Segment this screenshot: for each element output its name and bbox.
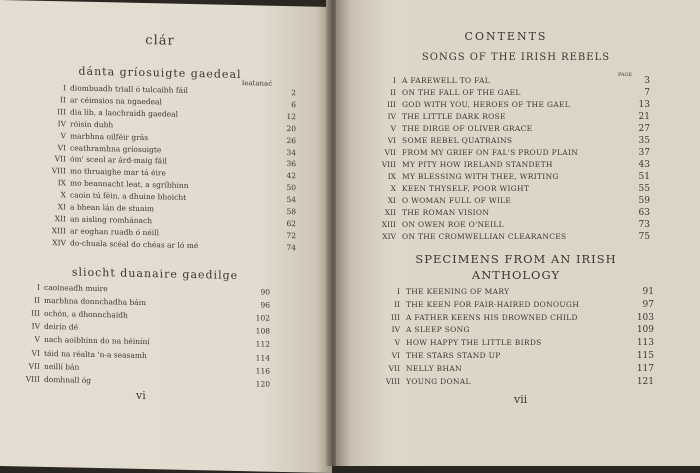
- toc-entry-title: THE ROMAN VISION: [402, 208, 490, 217]
- toc-entry-number: I: [393, 76, 396, 85]
- toc-entry-page: 113: [636, 338, 654, 349]
- toc-entry-number: X: [390, 184, 396, 193]
- toc-entry-title: A SLEEP SONG: [406, 325, 470, 335]
- toc-entry-title: MY PITY HOW IRELAND STANDETH: [402, 160, 553, 169]
- toc-entry-page: 108: [255, 326, 270, 336]
- toc-entry-title: ar eoghan ruadh ó néill: [70, 226, 159, 238]
- right-section1-list: [372, 76, 672, 251]
- toc-entry: [372, 136, 672, 148]
- toc-entry-title: MY BLESSING WITH THEE, WRITING: [402, 172, 559, 181]
- toc-entry-number: IX: [57, 178, 66, 188]
- toc-entry-number: VIII: [25, 374, 40, 384]
- toc-entry-page: 20: [286, 123, 296, 133]
- toc-entry-number: XII: [54, 214, 66, 224]
- toc-entry-page: 3: [644, 76, 650, 86]
- toc-entry-number: XII: [384, 208, 396, 217]
- right-page-number: vii: [514, 393, 528, 406]
- toc-entry-title: neillí bán: [44, 361, 80, 372]
- toc-entry-number: IX: [387, 172, 396, 181]
- toc-entry: [376, 377, 676, 390]
- toc-entry: [372, 220, 672, 232]
- toc-entry-page: 73: [638, 220, 650, 230]
- toc-entry-number: VI: [31, 348, 40, 358]
- toc-entry: [372, 88, 672, 100]
- toc-entry-page: 102: [255, 313, 270, 323]
- toc-entry-title: HOW HAPPY THE LITTLE BIRDS: [406, 338, 542, 348]
- toc-entry-number: IV: [387, 112, 396, 121]
- toc-entry-page: 21: [638, 112, 650, 122]
- toc-entry-number: IV: [57, 118, 66, 129]
- toc-entry-number: III: [57, 106, 66, 117]
- toc-entry-title: táid na réalta 'n-a seasamh: [44, 348, 147, 360]
- left-section2-heading: sliocht duanaire gaedilge: [71, 265, 239, 282]
- toc-entry: [372, 196, 672, 208]
- toc-entry: [376, 364, 676, 377]
- toc-entry-number: III: [391, 312, 400, 322]
- toc-entry-number: III: [31, 308, 40, 319]
- toc-entry-number: XIV: [382, 232, 396, 241]
- toc-entry-title: FROM MY GRIEF ON FAL'S PROUD PLAIN: [402, 148, 579, 157]
- toc-entry-number: I: [397, 287, 400, 296]
- right-section2-heading-line1: SPECIMENS FROM AN IRISH: [415, 252, 617, 266]
- toc-entry-title: ceathramhna gríosuigte: [70, 142, 162, 154]
- toc-entry-title: caoineadh muire: [44, 282, 108, 294]
- toc-entry-title: mo thruaighe mar tá éire: [70, 166, 166, 178]
- toc-entry-number: V: [60, 130, 66, 140]
- toc-entry-page: 34: [286, 147, 296, 157]
- toc-entry-page: 63: [638, 208, 650, 218]
- toc-entry-title: do-chuala scéal do chéas ar ló mé: [70, 238, 199, 250]
- toc-entry-title: KEEN THYSELF, POOR WIGHT: [402, 184, 530, 193]
- toc-entry-page: 13: [638, 100, 650, 110]
- toc-entry-page: 121: [636, 376, 654, 387]
- toc-entry-title: róisín dubh: [70, 119, 114, 130]
- toc-entry-page: 114: [255, 352, 270, 363]
- toc-entry-page: 55: [638, 184, 650, 194]
- toc-entry-title: deirín dé: [44, 322, 79, 332]
- toc-entry-number: VI: [57, 142, 66, 152]
- toc-entry-title: mo beannacht leat, a sgríbhinn: [70, 178, 189, 191]
- toc-entry-page: 75: [638, 232, 650, 242]
- toc-entry: [376, 325, 676, 338]
- toc-entry-title: GOD WITH YOU, HEROES OF THE GAEL: [402, 100, 571, 109]
- toc-entry: [376, 287, 676, 300]
- toc-entry-page: 36: [286, 159, 296, 169]
- toc-entry-title: THE KEEN FOR FAIR-HAIRED DONOUGH: [406, 299, 580, 309]
- left-page-col-label: leatanać: [242, 79, 273, 88]
- toc-entry-title: marbhna donnchadha báin: [44, 296, 146, 308]
- toc-entry-number: VII: [54, 154, 66, 164]
- toc-entry-title: marbhna oilféir grás: [70, 131, 149, 142]
- toc-entry-title: an aisling romhánach: [70, 214, 153, 226]
- right-section1-heading: SONGS OF THE IRISH REBELS: [421, 52, 611, 63]
- toc-entry-number: VII: [384, 148, 396, 157]
- toc-entry-number: V: [394, 338, 400, 348]
- toc-entry-title: dia lib, a laochraidh gaedeal: [70, 107, 178, 119]
- toc-entry-title: ON OWEN ROE O'NEILL: [402, 220, 504, 229]
- toc-entry-page: 6: [291, 99, 296, 110]
- toc-entry-page: 54: [286, 195, 296, 205]
- toc-entry-title: YOUNG DONAL: [406, 376, 471, 386]
- toc-entry: [376, 351, 676, 364]
- toc-entry: [372, 124, 672, 136]
- right-page: [336, 0, 700, 466]
- toc-entry-number: V: [390, 124, 396, 133]
- toc-entry-number: IV: [391, 325, 400, 335]
- left-section2-list: [14, 282, 304, 398]
- toc-entry-number: III: [387, 100, 396, 109]
- toc-entry-page: 74: [286, 242, 296, 252]
- toc-entry-number: II: [60, 95, 66, 105]
- toc-entry: [372, 148, 672, 160]
- toc-entry-title: NELLY BHAN: [406, 363, 462, 373]
- toc-entry-number: VI: [391, 351, 400, 360]
- left-section1-heading: dánta gríosuigte gaedeal: [78, 64, 242, 82]
- toc-entry-title: SOME REBEL QUATRAINS: [402, 136, 513, 145]
- toc-entry-title: ochón, a dhonnchaidh: [44, 309, 128, 320]
- toc-entry-number: VIII: [381, 160, 396, 169]
- toc-entry: [372, 172, 672, 184]
- right-section2-list: [376, 287, 676, 392]
- toc-entry-title: A FATHER KEENS HIS DROWNED CHILD: [406, 312, 578, 322]
- toc-entry-title: O WOMAN FULL OF WILE: [402, 196, 512, 205]
- toc-entry-number: XI: [57, 202, 66, 212]
- toc-entry-number: VIII: [51, 166, 66, 176]
- toc-entry-number: VI: [387, 136, 396, 145]
- toc-entry: [372, 100, 672, 112]
- toc-entry-page: 26: [286, 135, 296, 145]
- toc-entry: [372, 112, 672, 124]
- right-section2-heading-line2: ANTHOLOGY: [471, 268, 561, 282]
- toc-entry: [376, 338, 676, 351]
- toc-entry-page: 50: [286, 183, 296, 193]
- toc-entry-page: 51: [638, 172, 650, 182]
- right-page-col-label: PAGE: [618, 72, 633, 78]
- toc-entry-page: 120: [255, 379, 270, 389]
- toc-entry: [372, 232, 672, 244]
- toc-entry-title: domhnall óg: [44, 374, 92, 385]
- toc-entry-number: VII: [28, 361, 40, 371]
- toc-entry-number: X: [60, 190, 66, 200]
- toc-entry-page: 96: [260, 300, 270, 310]
- toc-entry-number: XIV: [52, 237, 66, 248]
- toc-entry-page: 59: [638, 196, 650, 206]
- toc-entry-number: V: [34, 335, 40, 345]
- toc-entry-title: ON THE CROMWELLIAN CLEARANCES: [402, 232, 567, 241]
- toc-entry-page: 112: [255, 339, 270, 350]
- toc-entry-number: I: [37, 282, 40, 292]
- toc-entry-page: 43: [638, 160, 650, 170]
- toc-entry-page: 103: [636, 312, 654, 323]
- toc-entry-number: I: [63, 83, 66, 93]
- toc-entry-title: THE DIRGE OF OLIVER GRACE: [402, 124, 533, 133]
- toc-entry-page: 109: [636, 325, 654, 336]
- toc-entry-title: ar céimsios na ngaedeal: [70, 95, 162, 107]
- toc-entry: [372, 208, 672, 220]
- toc-entry-title: A FAREWELL TO FAL: [402, 76, 491, 85]
- toc-entry: [376, 313, 676, 326]
- toc-entry-number: XIII: [51, 225, 66, 236]
- toc-entry-page: 116: [255, 365, 270, 376]
- toc-entry-number: XIII: [381, 220, 396, 229]
- toc-entry-page: 97: [642, 299, 654, 310]
- toc-entry-number: II: [34, 295, 40, 305]
- toc-entry: [372, 76, 672, 88]
- toc-entry-number: VIII: [385, 376, 400, 386]
- toc-entry-page: 12: [286, 111, 296, 121]
- toc-entry-number: VII: [388, 363, 400, 373]
- left-page-title: clár: [145, 33, 175, 49]
- toc-entry: [372, 184, 672, 196]
- toc-entry-page: 72: [286, 230, 296, 240]
- toc-entry-title: óm' sceol ar árd-maig fáil: [70, 154, 167, 166]
- toc-entry-page: 90: [260, 287, 270, 297]
- toc-entry-page: 27: [638, 124, 650, 134]
- toc-entry-page: 35: [638, 136, 650, 146]
- toc-entry: [372, 160, 672, 172]
- toc-entry-page: 7: [644, 88, 650, 98]
- toc-entry-page: 42: [286, 171, 296, 181]
- toc-entry-page: 2: [291, 88, 296, 98]
- toc-entry-number: II: [394, 299, 400, 309]
- left-page-number: vi: [136, 388, 146, 403]
- left-section1-list: [40, 83, 300, 258]
- toc-entry-page: 115: [636, 351, 654, 361]
- toc-entry-title: caoin tú féin, a dhuine bhoicht: [70, 190, 187, 202]
- toc-entry-page: 117: [636, 363, 654, 374]
- toc-entry-title: a bhean lán de stuaim: [70, 202, 154, 214]
- toc-entry-title: ON THE FALL OF THE GAEL: [402, 88, 521, 97]
- right-page-title: CONTENTS: [464, 30, 548, 43]
- toc-entry-page: 62: [286, 218, 296, 229]
- toc-entry-title: THE KEENING OF MARY: [406, 287, 510, 296]
- toc-entry-number: IV: [31, 321, 40, 332]
- toc-entry-title: THE STARS STAND UP: [406, 351, 501, 360]
- toc-entry-page: 58: [286, 207, 296, 217]
- toc-entry-page: 91: [642, 287, 654, 297]
- toc-entry: [376, 300, 676, 313]
- toc-entry-number: II: [390, 88, 396, 97]
- toc-entry-title: THE LITTLE DARK ROSE: [402, 112, 506, 121]
- toc-entry-number: XI: [387, 196, 396, 205]
- left-page: [0, 0, 332, 473]
- toc-entry-page: 37: [638, 148, 650, 158]
- toc-entry-title: diombuadh triall ó tulcaibh fáil: [70, 83, 188, 95]
- toc-entry-title: nach aoibhinn do na héiníní: [44, 335, 150, 347]
